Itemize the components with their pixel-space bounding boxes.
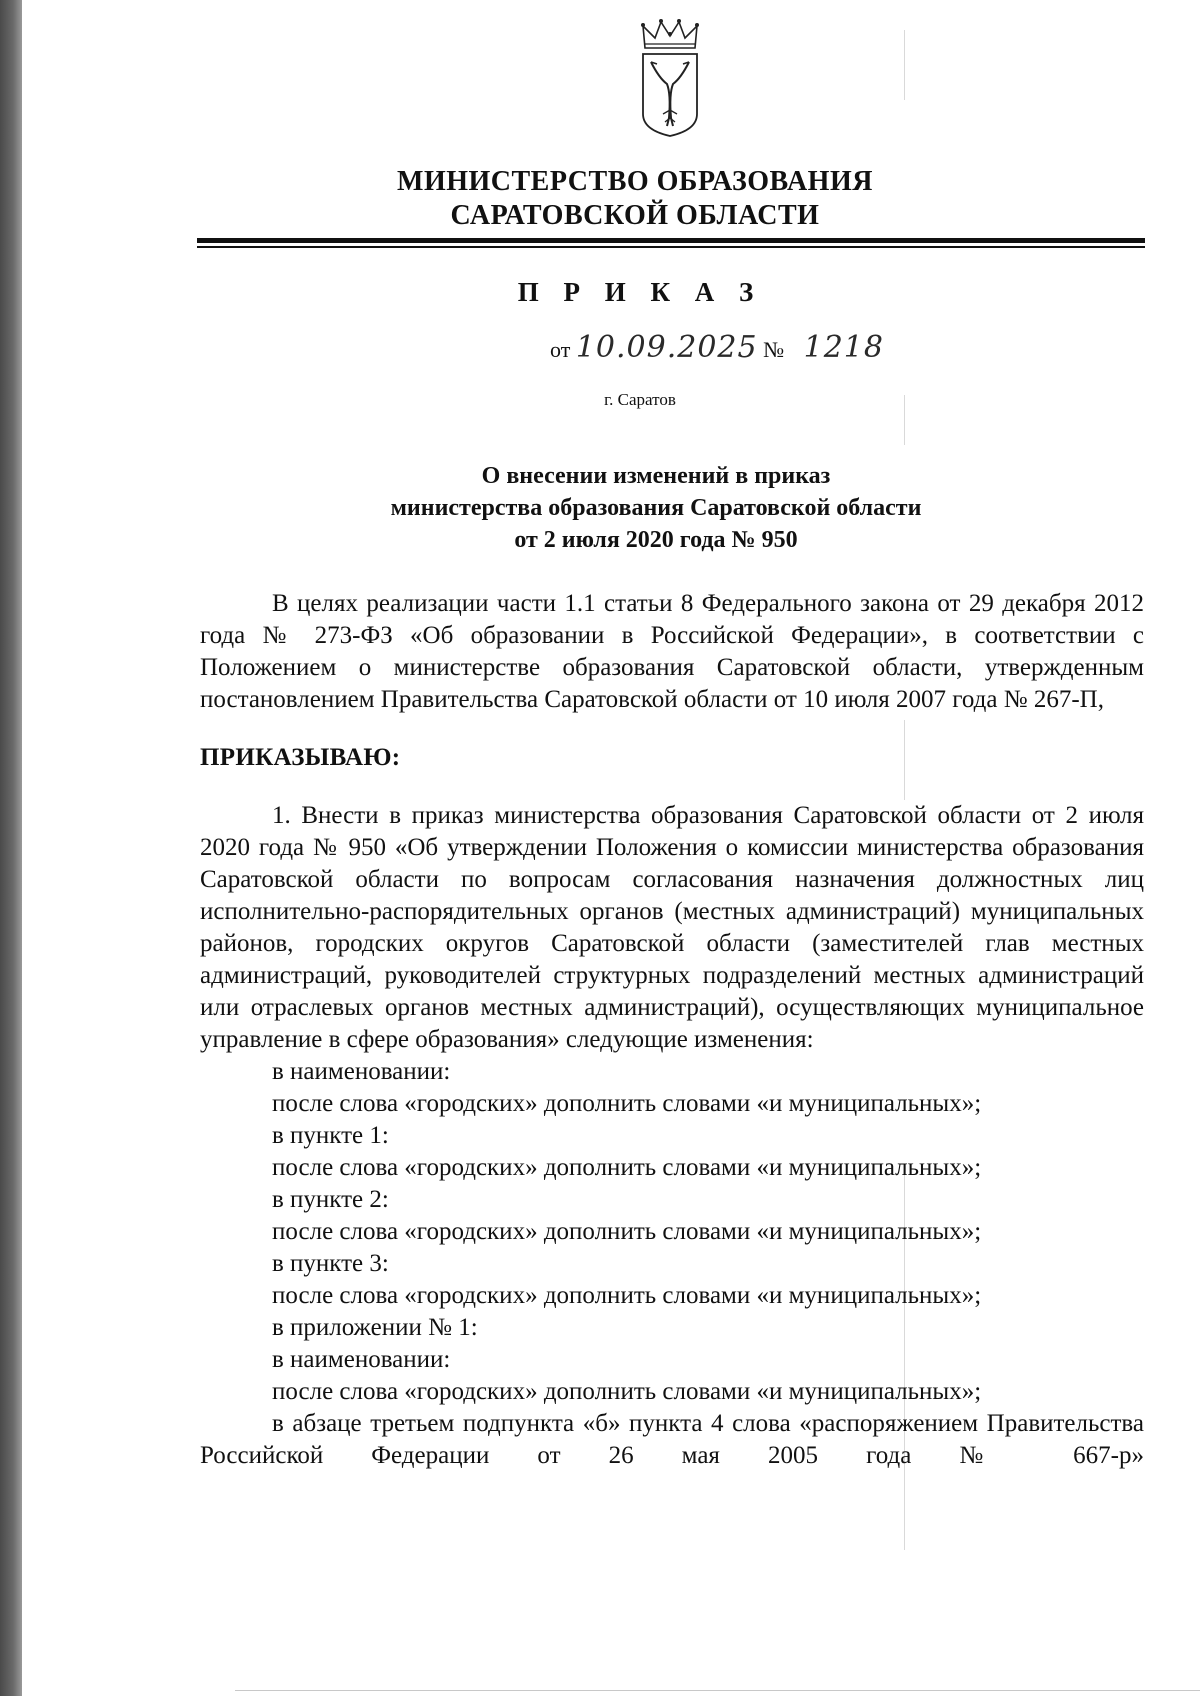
subject-line-2: министерства образования Саратовской области bbox=[390, 495, 922, 521]
change-line: после слова «городских» дополнить словами «и муниципальных»; bbox=[272, 1378, 982, 1405]
handwritten-date: 10.09.2025 bbox=[575, 330, 758, 365]
change-line: в приложении № 1: bbox=[272, 1314, 478, 1341]
preamble-paragraph: В целях реализации части 1.1 статьи 8 Федерального закона от 29 декабря 2012 года № 273-ФЗ «Об образовании в Российской Федерации», в соответствии с Положением о министерстве образования Саратовской области, утвержденным постановлением Правительства Саратовской области от 10 июля 2007 года № 267-П, bbox=[200, 590, 1144, 713]
header-divider-thick bbox=[197, 238, 1145, 243]
ministry-name bbox=[0, 165, 1200, 233]
number-label: № bbox=[763, 337, 785, 362]
change-line: после слова «городских» дополнить словами «и муниципальных»; bbox=[272, 1154, 982, 1181]
ministry-line-2: САРАТОВСКОЙ ОБЛАСТИ bbox=[450, 200, 820, 231]
order-title: П Р И К А З bbox=[517, 277, 763, 307]
change-line: после слова «городских» дополнить словами «и муниципальных»; bbox=[272, 1218, 982, 1245]
handwritten-number: 1218 bbox=[803, 330, 884, 365]
subject-line-3: от 2 июля 2020 года № 950 bbox=[514, 527, 798, 553]
scan-edge-shadow bbox=[0, 0, 22, 1696]
coat-of-arms-emblem bbox=[637, 18, 703, 138]
header-divider-thin bbox=[197, 246, 1145, 248]
scan-bottom-edge bbox=[235, 1690, 1200, 1691]
item-1-paragraph: 1. Внести в приказ министерства образования Саратовской области от 2 июля 2020 года № 950 «Об утверждении Положения о комиссии министерства образования Саратовской области по вопросам согласования назначения должностных лиц исполнительно-распорядительных органов (местных администраций) муниципальных районов, городских округов Саратовской области (заместителей глав местных администраций, руководителей структурных подразделений местных администраций или отраслевых органов местных администраций), осуществляющих муниципальное управление в сфере образования» следующие изменения: bbox=[200, 802, 1144, 1053]
last-paragraph: в абзаце третьем подпункта «б» пункта 4 слова «распоряжением Правительства Российской Федерации от 26 мая 2005 года № 667-р» bbox=[200, 1410, 1144, 1469]
decree-heading: ПРИКАЗЫВАЮ: bbox=[200, 744, 401, 771]
order-subject bbox=[200, 460, 1112, 556]
change-line: в пункте 1: bbox=[272, 1122, 389, 1149]
order-date-number-line bbox=[550, 330, 884, 365]
change-line: после слова «городских» дополнить словами «и муниципальных»; bbox=[272, 1090, 982, 1117]
change-line: в пункте 3: bbox=[272, 1250, 389, 1277]
city-label: г. Саратов bbox=[604, 390, 676, 409]
change-line: в наименовании: bbox=[272, 1058, 451, 1085]
from-label: от bbox=[550, 337, 571, 362]
change-line: после слова «городских» дополнить словами «и муниципальных»; bbox=[272, 1282, 982, 1309]
document-body bbox=[200, 588, 1144, 1472]
ministry-line-1: МИНИСТЕРСТВО ОБРАЗОВАНИЯ bbox=[397, 166, 873, 197]
change-line: в наименовании: bbox=[272, 1346, 451, 1373]
change-line: в пункте 2: bbox=[272, 1186, 389, 1213]
scan-artifact-line bbox=[904, 30, 905, 100]
subject-line-1: О внесении изменений в приказ bbox=[481, 463, 831, 489]
